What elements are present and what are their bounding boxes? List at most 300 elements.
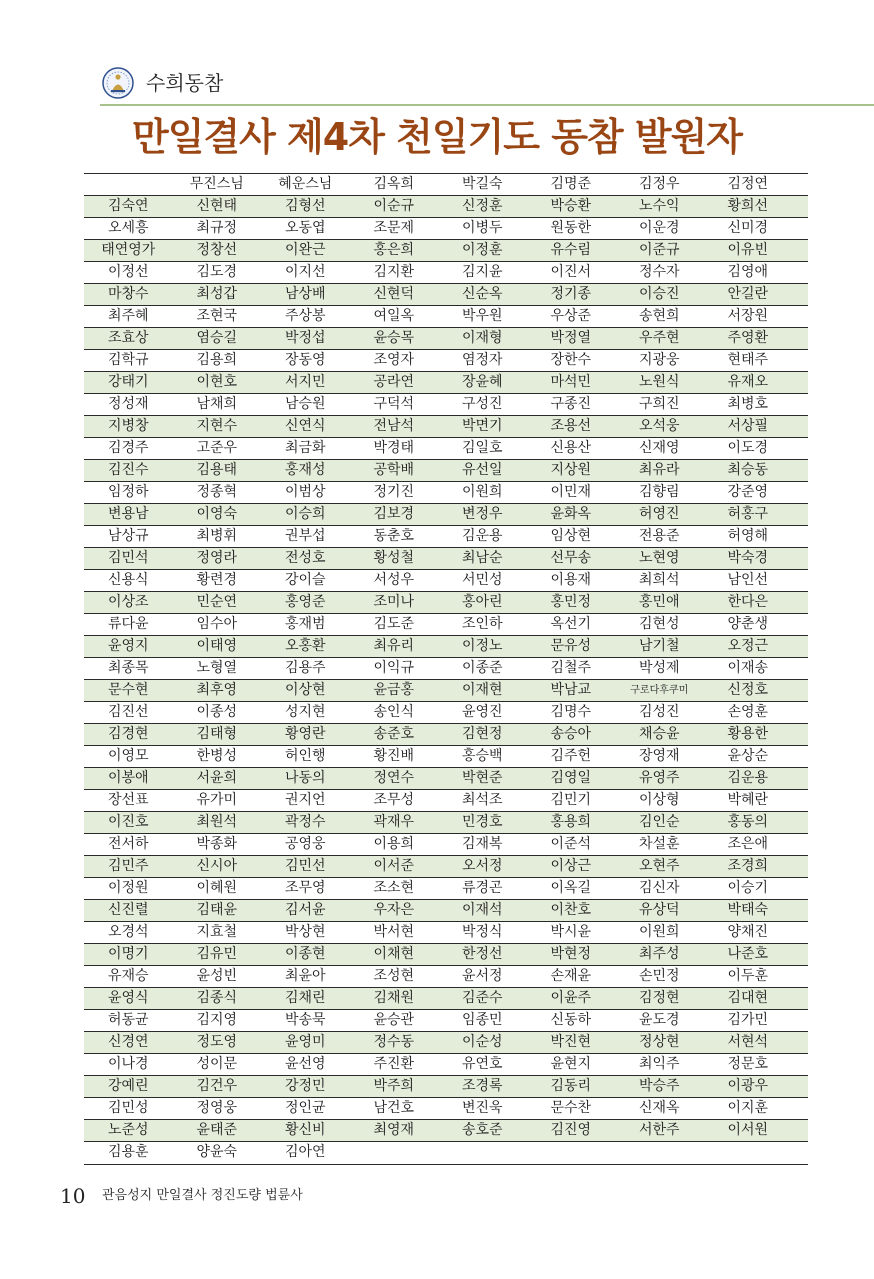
name-cell: 나동의	[284, 770, 326, 786]
table-row	[84, 1032, 808, 1054]
name-cell: 서현석	[727, 1034, 769, 1050]
name-cell: 우주현	[638, 330, 680, 346]
name-cell: 공학배	[373, 462, 415, 478]
name-cell: 박성제	[638, 660, 680, 676]
table-row	[84, 526, 808, 548]
name-cell: 이태영	[196, 638, 238, 654]
name-cell: 한정선	[461, 946, 503, 962]
name-cell: 윤서정	[461, 968, 503, 984]
name-cell: 김진영	[550, 1122, 592, 1138]
name-cell: 허인행	[284, 748, 326, 764]
name-cell: 최승동	[727, 462, 769, 478]
name-cell: 강이슬	[284, 572, 326, 588]
name-cell: 박승환	[550, 198, 592, 214]
name-cell: 임수아	[196, 616, 238, 632]
name-cell: 구로다후쿠미	[630, 685, 689, 696]
table-row	[84, 262, 808, 284]
name-cell: 윤도경	[638, 1012, 680, 1028]
name-cell: 김채원	[373, 990, 415, 1006]
name-cell: 김현성	[638, 616, 680, 632]
name-cell	[527, 1142, 616, 1164]
name-cell: 김현정	[461, 726, 503, 742]
name-cell: 손재윤	[550, 968, 592, 984]
name-cell: 최종목	[107, 660, 149, 676]
name-cell: 윤현지	[550, 1056, 592, 1072]
name-cell: 조영자	[373, 352, 415, 368]
name-cell: 윤성빈	[196, 968, 238, 984]
name-cell: 김민석	[107, 550, 149, 566]
name-cell: 정상현	[638, 1034, 680, 1050]
name-cell: 이종현	[284, 946, 326, 962]
name-cell: 선무송	[550, 550, 592, 566]
name-cell: 박태숙	[727, 902, 769, 918]
name-cell: 마창수	[107, 286, 149, 302]
name-cell: 정기종	[550, 286, 592, 302]
table-row	[84, 372, 808, 394]
name-cell: 최유라	[638, 462, 680, 478]
name-cell: 손민정	[638, 968, 680, 984]
name-cell: 김영애	[727, 264, 769, 280]
name-cell: 구성진	[461, 396, 503, 412]
name-cell: 오석웅	[638, 418, 680, 434]
table-row	[84, 834, 808, 856]
name-cell: 김민선	[284, 858, 326, 874]
name-cell: 조문제	[373, 220, 415, 236]
name-cell: 김민성	[107, 1100, 149, 1116]
name-cell: 정창선	[196, 242, 238, 258]
name-cell: 김경현	[107, 726, 149, 742]
name-cell: 김숙연	[107, 198, 149, 214]
name-cell: 양춘생	[727, 616, 769, 632]
name-cell	[438, 1142, 527, 1164]
name-cell: 유재오	[727, 374, 769, 390]
table-row	[84, 240, 808, 262]
name-cell: 김주헌	[550, 748, 592, 764]
name-cell: 구종진	[550, 396, 592, 412]
name-cell: 이상현	[284, 682, 326, 698]
name-cell: 임상현	[550, 528, 592, 544]
name-cell: 박송묵	[284, 1012, 326, 1028]
name-cell: 신시아	[196, 858, 238, 874]
name-cell: 박현정	[550, 946, 592, 962]
table-row	[84, 812, 808, 834]
table-row	[84, 394, 808, 416]
name-cell: 서성우	[373, 572, 415, 588]
name-cell: 옥선기	[550, 616, 592, 632]
name-cell: 박주희	[373, 1078, 415, 1094]
name-cell: 김태형	[196, 726, 238, 742]
name-cell: 김민기	[550, 792, 592, 808]
name-cell: 노형열	[196, 660, 238, 676]
name-cell: 한다은	[727, 594, 769, 610]
name-cell: 송호준	[461, 1122, 503, 1138]
name-cell: 남기철	[638, 638, 680, 654]
name-cell: 손영훈	[727, 704, 769, 720]
name-cell: 송인식	[373, 704, 415, 720]
table-row	[84, 658, 808, 680]
name-cell: 이원희	[638, 924, 680, 940]
name-cell: 김아연	[284, 1144, 326, 1160]
name-cell: 김채린	[284, 990, 326, 1006]
name-cell: 오정근	[727, 638, 769, 654]
name-cell: 신미경	[727, 220, 769, 236]
name-cell: 이승희	[284, 506, 326, 522]
name-cell: 박경태	[373, 440, 415, 456]
name-cell: 이현호	[196, 374, 238, 390]
name-cell: 남인선	[727, 572, 769, 588]
name-cell: 신정호	[727, 682, 769, 698]
name-cell: 조인하	[461, 616, 503, 632]
name-cell: 전남석	[373, 418, 415, 434]
name-cell: 최영재	[373, 1122, 415, 1138]
name-cell: 유수림	[550, 242, 592, 258]
name-cell: 주상봉	[284, 308, 326, 324]
name-cell: 윤태준	[196, 1122, 238, 1138]
name-cell: 윤영지	[107, 638, 149, 654]
name-cell: 박숙경	[727, 550, 769, 566]
name-cell: 김용희	[196, 352, 238, 368]
name-cell: 허홍구	[727, 506, 769, 522]
name-cell: 정문호	[727, 1056, 769, 1072]
name-cell: 류경곤	[461, 880, 503, 896]
name-cell: 정종혁	[196, 484, 238, 500]
name-cell: 고준우	[196, 440, 238, 456]
name-cell: 정수자	[638, 264, 680, 280]
name-cell: 김용훈	[107, 1144, 149, 1160]
name-cell: 남승원	[284, 396, 326, 412]
name-cell: 윤금홍	[373, 682, 415, 698]
name-cell: 이진호	[107, 814, 149, 830]
name-cell: 여일옥	[373, 308, 415, 324]
name-cell: 허영진	[638, 506, 680, 522]
name-cell: 홍재범	[284, 616, 326, 632]
name-cell: 차설훈	[638, 836, 680, 852]
name-cell: 정인균	[284, 1100, 326, 1116]
name-cell: 이재석	[461, 902, 503, 918]
name-cell: 이광우	[727, 1078, 769, 1094]
name-cell: 박길숙	[461, 176, 503, 192]
name-cell: 최성갑	[196, 286, 238, 302]
table-row	[84, 988, 808, 1010]
table-row	[84, 944, 808, 966]
name-cell: 이순규	[373, 198, 415, 214]
name-cell: 이병두	[461, 220, 503, 236]
name-cell: 최윤아	[284, 968, 326, 984]
name-cell: 김학규	[107, 352, 149, 368]
name-cell	[350, 1142, 439, 1164]
name-cell: 이순성	[461, 1034, 503, 1050]
table-row	[84, 1010, 808, 1032]
name-cell: 남채희	[196, 396, 238, 412]
name-cell: 송준호	[373, 726, 415, 742]
name-cell: 이재형	[461, 330, 503, 346]
name-cell: 신재영	[638, 440, 680, 456]
name-cell: 김지윤	[461, 264, 503, 280]
name-cell: 유가미	[196, 792, 238, 808]
name-cell: 최후영	[196, 682, 238, 698]
name-cell: 김신자	[638, 880, 680, 896]
name-cell: 오동엽	[284, 220, 326, 236]
name-cell: 장한수	[550, 352, 592, 368]
name-cell: 지상원	[550, 462, 592, 478]
name-cell: 신정훈	[461, 198, 503, 214]
name-cell: 양윤숙	[196, 1144, 238, 1160]
table-row	[84, 1076, 808, 1098]
name-cell: 김정우	[638, 176, 680, 192]
table-row	[84, 1142, 808, 1164]
name-cell: 김운용	[461, 528, 503, 544]
name-cell: 신재옥	[638, 1100, 680, 1116]
table-row	[84, 1120, 808, 1142]
name-cell: 유상덕	[638, 902, 680, 918]
name-cell: 성이문	[196, 1056, 238, 1072]
name-cell: 이두훈	[727, 968, 769, 984]
table-row	[84, 548, 808, 570]
name-cell: 장영재	[638, 748, 680, 764]
name-cell: 김서윤	[284, 902, 326, 918]
name-cell: 최규정	[196, 220, 238, 236]
name-cell: 한병성	[196, 748, 238, 764]
name-cell: 최원석	[196, 814, 238, 830]
name-cell: 이정노	[461, 638, 503, 654]
table-row	[84, 306, 808, 328]
name-cell: 윤승관	[373, 1012, 415, 1028]
header-divider	[100, 104, 874, 106]
name-cell: 최희석	[638, 572, 680, 588]
name-cell: 송승아	[550, 726, 592, 742]
name-cell: 유선일	[461, 462, 503, 478]
name-cell: 서장원	[727, 308, 769, 324]
name-cell: 홍영준	[284, 594, 326, 610]
table-row	[84, 592, 808, 614]
table-row	[84, 482, 808, 504]
name-cell: 박혜란	[727, 792, 769, 808]
name-cell: 박남교	[550, 682, 592, 698]
table-row	[84, 900, 808, 922]
name-cell: 이종성	[196, 704, 238, 720]
name-cell: 혜운스님	[278, 176, 333, 192]
name-cell: 황희선	[727, 198, 769, 214]
name-cell: 곽정수	[284, 814, 326, 830]
name-cell: 장선표	[107, 792, 149, 808]
name-cell: 이승진	[638, 286, 680, 302]
name-cell: 홍은희	[373, 242, 415, 258]
name-cell: 이재송	[727, 660, 769, 676]
name-cell: 이나경	[107, 1056, 149, 1072]
name-cell: 전용준	[638, 528, 680, 544]
name-cell: 양채진	[727, 924, 769, 940]
name-cell: 태연영가	[101, 242, 156, 258]
name-cell: 이서원	[727, 1122, 769, 1138]
page-header	[100, 64, 874, 106]
name-cell: 우자은	[373, 902, 415, 918]
name-cell: 이완근	[284, 242, 326, 258]
name-cell: 이영모	[107, 748, 149, 764]
name-cell: 이용희	[373, 836, 415, 852]
name-cell: 이원희	[461, 484, 503, 500]
name-cell: 허영해	[727, 528, 769, 544]
name-cell	[615, 1142, 704, 1164]
name-cell: 오현주	[638, 858, 680, 874]
name-cell: 지효철	[196, 924, 238, 940]
name-cell: 김인순	[638, 814, 680, 830]
name-cell: 오경석	[107, 924, 149, 940]
name-cell: 윤영진	[461, 704, 503, 720]
name-cell: 이지선	[284, 264, 326, 280]
name-cell: 공영웅	[284, 836, 326, 852]
name-cell: 변정우	[461, 506, 503, 522]
name-cell: 염정자	[461, 352, 503, 368]
name-cell: 변진욱	[461, 1100, 503, 1116]
name-cell: 구덕석	[373, 396, 415, 412]
name-cell: 곽재우	[373, 814, 415, 830]
name-cell: 최석조	[461, 792, 503, 808]
name-cell: 김명준	[550, 176, 592, 192]
table-row	[84, 284, 808, 306]
name-cell: 류다윤	[107, 616, 149, 632]
table-row	[84, 460, 808, 482]
name-cell: 황용한	[727, 726, 769, 742]
name-cell: 김대현	[727, 990, 769, 1006]
table-row	[84, 196, 808, 218]
name-cell: 최병호	[727, 396, 769, 412]
name-cell: 전서하	[107, 836, 149, 852]
name-cell: 이채현	[373, 946, 415, 962]
name-cell: 박정식	[461, 924, 503, 940]
name-cell: 김정현	[638, 990, 680, 1006]
name-cell: 김민주	[107, 858, 149, 874]
table-row	[84, 878, 808, 900]
name-cell: 남상배	[284, 286, 326, 302]
name-cell: 오서정	[461, 858, 503, 874]
name-cell: 오세흥	[107, 220, 149, 236]
name-cell: 김경주	[107, 440, 149, 456]
name-cell: 장윤혜	[461, 374, 503, 390]
table-row	[84, 856, 808, 878]
table-row	[84, 504, 808, 526]
name-cell: 김가민	[727, 1012, 769, 1028]
name-cell: 마석민	[550, 374, 592, 390]
name-cell: 윤승목	[373, 330, 415, 346]
name-cell: 이옥길	[550, 880, 592, 896]
name-cell: 채승윤	[638, 726, 680, 742]
table-row	[84, 768, 808, 790]
name-cell: 신동하	[550, 1012, 592, 1028]
table-row	[84, 1054, 808, 1076]
table-row	[84, 218, 808, 240]
name-cell: 허동균	[107, 1012, 149, 1028]
table-row	[84, 922, 808, 944]
name-cell: 이영숙	[196, 506, 238, 522]
name-cell: 서상필	[727, 418, 769, 434]
name-cell: 김동리	[550, 1078, 592, 1094]
name-cell: 이종준	[461, 660, 503, 676]
name-cell	[84, 174, 173, 195]
name-cell: 황진배	[373, 748, 415, 764]
name-cell: 유영주	[638, 770, 680, 786]
name-cell: 서민성	[461, 572, 503, 588]
name-cell: 이명기	[107, 946, 149, 962]
name-cell: 윤화옥	[550, 506, 592, 522]
name-cell: 조경록	[461, 1078, 503, 1094]
name-cell: 최주성	[638, 946, 680, 962]
name-cell: 박종화	[196, 836, 238, 852]
name-cell: 이혜원	[196, 880, 238, 896]
name-cell: 조은애	[727, 836, 769, 852]
name-cell: 조미나	[373, 594, 415, 610]
name-cell: 신경연	[107, 1034, 149, 1050]
name-cell: 신현태	[196, 198, 238, 214]
name-cell: 강태기	[107, 374, 149, 390]
name-cell: 이범상	[284, 484, 326, 500]
section-label: 수희동참	[146, 71, 224, 95]
name-cell: 오홍환	[284, 638, 326, 654]
name-cell: 민순연	[196, 594, 238, 610]
name-cell: 박현준	[461, 770, 503, 786]
table-row	[84, 174, 808, 196]
name-cell: 이찬호	[550, 902, 592, 918]
name-cell: 현태주	[727, 352, 769, 368]
name-cell: 김재복	[461, 836, 503, 852]
name-cell: 문수현	[107, 682, 149, 698]
name-cell: 김진수	[107, 462, 149, 478]
name-cell: 전성호	[284, 550, 326, 566]
table-row	[84, 790, 808, 812]
name-cell: 이익규	[373, 660, 415, 676]
name-cell: 김종식	[196, 990, 238, 1006]
name-cell: 서지민	[284, 374, 326, 390]
name-cell: 김건우	[196, 1078, 238, 1094]
name-cell: 조경희	[727, 858, 769, 874]
table-row	[84, 746, 808, 768]
name-cell: 김태윤	[196, 902, 238, 918]
name-cell: 유연호	[461, 1056, 503, 1072]
name-cell: 구희진	[638, 396, 680, 412]
name-cell: 노원식	[638, 374, 680, 390]
name-cell: 김도준	[373, 616, 415, 632]
name-cell: 권지언	[284, 792, 326, 808]
name-cell: 최남순	[461, 550, 503, 566]
name-cell: 이상근	[550, 858, 592, 874]
name-cell: 우상준	[550, 308, 592, 324]
name-cell: 신연식	[284, 418, 326, 434]
table-row	[84, 680, 808, 702]
name-cell: 변용남	[107, 506, 149, 522]
name-cell: 주진환	[373, 1056, 415, 1072]
name-cell: 김용태	[196, 462, 238, 478]
name-cell: 염승길	[196, 330, 238, 346]
name-cell: 윤상순	[727, 748, 769, 764]
name-cell: 동춘호	[373, 528, 415, 544]
name-cell: 황성철	[373, 550, 415, 566]
name-cell: 박시윤	[550, 924, 592, 940]
name-cell: 홍승백	[461, 748, 503, 764]
name-cell: 김철주	[550, 660, 592, 676]
table-row	[84, 438, 808, 460]
name-cell: 강정민	[284, 1078, 326, 1094]
name-cell: 김옥희	[373, 176, 415, 192]
name-cell: 성지현	[284, 704, 326, 720]
name-cell: 최금화	[284, 440, 326, 456]
name-cell: 공라연	[373, 374, 415, 390]
name-cell: 이유빈	[727, 242, 769, 258]
name-cell: 이상조	[107, 594, 149, 610]
name-cell: 홍민정	[550, 594, 592, 610]
name-cell: 이승기	[727, 880, 769, 896]
name-cell: 김운용	[727, 770, 769, 786]
name-cell: 지병창	[107, 418, 149, 434]
name-cell: 이준규	[638, 242, 680, 258]
